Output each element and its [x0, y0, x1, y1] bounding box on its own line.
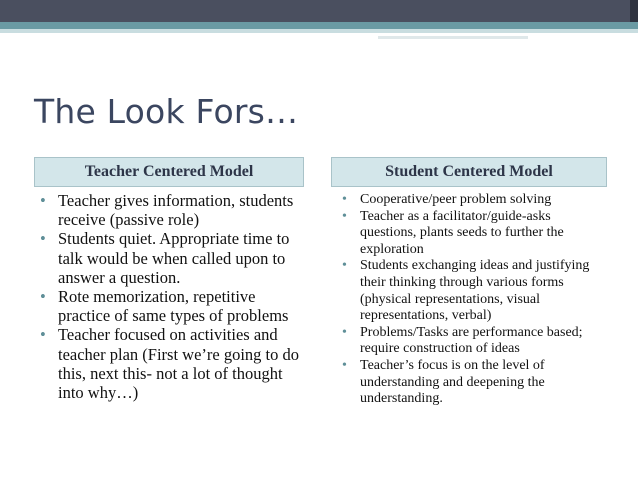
- list-item: • Teacher gives information, students receive (passive role): [40, 191, 308, 229]
- top-decorative-bar: [0, 0, 638, 22]
- list-item: • Teacher’s focus is on the level of understanding and deepening the understanding.: [342, 358, 604, 408]
- thin-accent-stripe: [378, 36, 528, 39]
- list-item: • Cooperative/peer problem solving: [342, 192, 604, 209]
- student-centered-header: Student Centered Model: [331, 157, 607, 187]
- light-stripe: [0, 29, 638, 33]
- list-item: • Students exchanging ideas and justifying their thinking through various forms (physical representations, visual representations, verbal): [342, 258, 604, 324]
- teacher-centered-list: [40, 191, 308, 402]
- student-centered-list: [342, 192, 604, 408]
- list-item: • Teacher focused on activities and teacher plan (First we’re going to do this, next this- not a lot of thought into why…): [40, 325, 308, 402]
- teal-stripe: [0, 22, 638, 29]
- list-item: • Problems/Tasks are performance based; require construction of ideas: [342, 325, 604, 358]
- teacher-centered-header: Teacher Centered Model: [34, 157, 304, 187]
- list-item: • Teacher as a facilitator/guide-asks questions, plants seeds to further the exploration: [342, 209, 604, 259]
- slide-title: The Look Fors…: [34, 92, 299, 131]
- top-corner-accent: [630, 0, 638, 22]
- list-item: • Students quiet. Appropriate time to talk would be when called upon to answer a question.: [40, 229, 308, 287]
- list-item: • Rote memorization, repetitive practice of same types of problems: [40, 287, 308, 325]
